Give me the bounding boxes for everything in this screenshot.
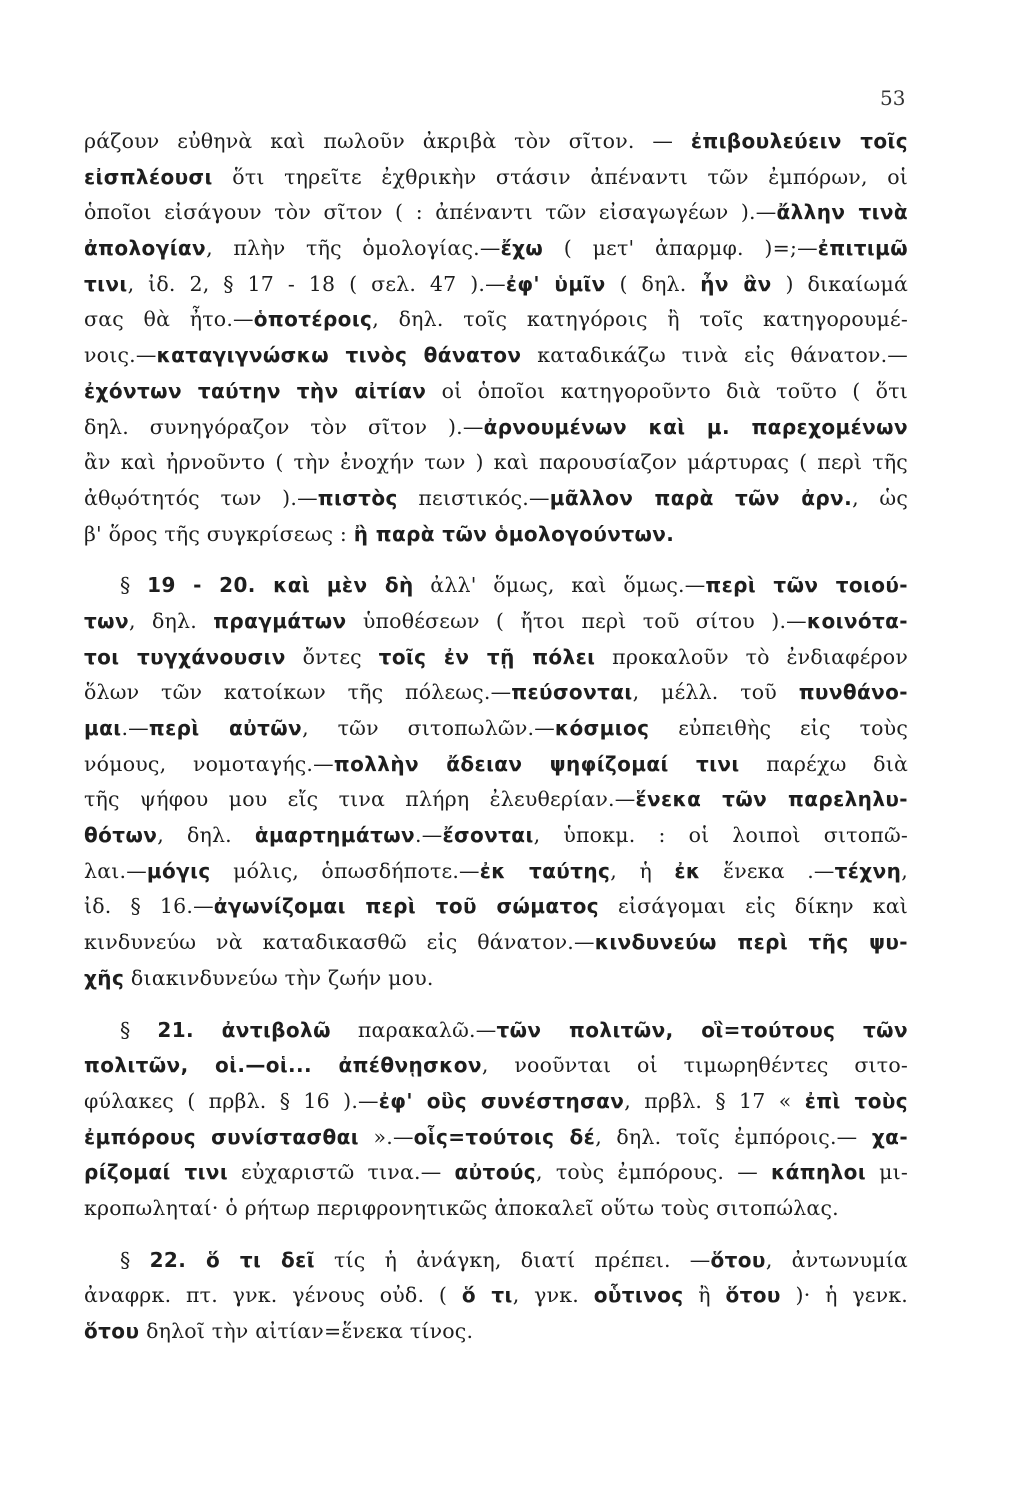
paragraph xyxy=(84,124,908,552)
plain-text: παρέχω διὰ xyxy=(739,751,908,776)
bold-term: ἐκ ταύτης xyxy=(479,858,611,883)
line-content xyxy=(84,302,908,338)
text-line xyxy=(84,374,908,410)
plain-text: ἰδ. § 16.— xyxy=(84,894,214,919)
plain-text: πειστικός.— xyxy=(397,485,550,510)
bold-term: των xyxy=(84,608,129,633)
plain-text: ἂν καὶ ἠρνοῦντο ( τὴν ἐνοχήν των ) καὶ παρουσίαζον μάρτυρας ( περὶ τῆς xyxy=(84,450,908,475)
plain-text: καταδικάζω τινὰ εἰς θάνατον.— xyxy=(521,343,908,368)
bold-term: τοῖς ἐν τῇ πόλει xyxy=(378,644,596,669)
bold-term: αὐτούς xyxy=(454,1160,537,1185)
text-line xyxy=(84,961,908,997)
line-content xyxy=(84,1048,908,1084)
line-content xyxy=(84,1314,473,1350)
text-line xyxy=(84,747,908,783)
text-line xyxy=(84,711,908,747)
line-content xyxy=(84,445,908,481)
bold-term: τῶν πολιτῶν, οἳ=τούτους τῶν xyxy=(496,1017,908,1042)
text-line xyxy=(84,195,908,231)
plain-text xyxy=(310,573,327,597)
plain-text: .— xyxy=(121,716,149,740)
plain-text: δηλ. συνηγόραζον τὸν σῖτον ).— xyxy=(84,414,484,439)
bold-term: εἰσπλέουσι xyxy=(84,164,213,189)
body-text xyxy=(84,124,908,1350)
bold-term: ἐφ' ὑμῖν xyxy=(505,271,606,296)
line-content xyxy=(84,818,908,854)
text-line xyxy=(84,1155,908,1191)
paragraph xyxy=(84,1243,908,1350)
text-line xyxy=(84,124,908,160)
line-content xyxy=(84,854,908,890)
bold-term: περὶ τῶν τοιού- xyxy=(705,573,908,598)
bold-term: τέχνη xyxy=(834,858,902,883)
bold-term: ἐπιτιμῶ xyxy=(817,236,908,261)
plain-text: μόλις, ὁπωσδήποτε.— xyxy=(210,858,480,883)
plain-text: ὑποθέσεων ( ἤτοι περὶ τοῦ σίτου ).— xyxy=(346,608,807,633)
plain-text: τίς ἡ ἀνάγκη, διατί πρέπει. — xyxy=(314,1247,711,1272)
bold-term: ὅτου xyxy=(710,1247,766,1272)
paragraph xyxy=(84,1013,908,1227)
bold-term: οἷς=τούτοις δέ xyxy=(413,1124,596,1149)
bold-term: ρίζομαί τινι xyxy=(84,1160,229,1185)
plain-text: ) δικαίωμά xyxy=(771,271,909,296)
line-content xyxy=(120,568,908,604)
bold-term: ἔσονται xyxy=(442,823,534,848)
bold-term: 22. ὅ τι δεῖ xyxy=(149,1247,315,1272)
text-line xyxy=(84,302,908,338)
text-line xyxy=(84,675,908,711)
bold-term: ἦν ἂν xyxy=(700,271,772,296)
line-content xyxy=(120,1243,908,1279)
plain-text: )· ἡ γενκ. xyxy=(780,1283,908,1308)
bold-term: θότων xyxy=(84,823,158,848)
line-content xyxy=(84,267,908,303)
text-line xyxy=(84,481,908,517)
plain-text: ὁποῖοι εἰσάγουν τὸν σῖτον ( : ἀπέναντι τῶν εἰσαγωγέων ).— xyxy=(84,200,777,225)
bold-term: χα- xyxy=(871,1124,909,1149)
plain-text: ἢ xyxy=(683,1283,726,1308)
plain-text: ὅλων τῶν κατοίκων τῆς πόλεως.— xyxy=(84,680,512,705)
line-content xyxy=(84,1084,908,1120)
paragraph xyxy=(84,568,908,996)
line-content xyxy=(84,889,908,925)
plain-text: εὐχαριστῶ τινα.— xyxy=(228,1160,455,1185)
text-line xyxy=(84,1013,908,1049)
plain-text: , γνκ. xyxy=(512,1283,594,1308)
text-line xyxy=(84,517,908,553)
plain-text: ( μετ' ἀπαρμφ. )=;— xyxy=(543,236,818,261)
bold-term: μᾶλλον παρὰ τῶν ἀρν. xyxy=(549,485,853,510)
bold-term: τοι τυγχάνουσιν xyxy=(84,644,286,669)
bold-term: ἕνεκα τῶν παρεληλυ- xyxy=(635,787,908,812)
bold-term: ἁμαρτημάτων xyxy=(254,823,416,848)
bold-term: ἐπιβουλεύειν τοῖς xyxy=(690,129,908,153)
line-content xyxy=(84,1155,908,1191)
text-line xyxy=(84,818,908,854)
plain-text: , δηλ. xyxy=(128,608,214,633)
text-line xyxy=(84,1314,908,1350)
bold-term: ἐχόντων ταύτην τὴν αἰτίαν xyxy=(84,378,427,403)
text-line xyxy=(84,1084,908,1120)
text-line xyxy=(84,1243,908,1279)
line-content xyxy=(84,1191,839,1227)
line-content xyxy=(84,517,674,553)
bold-term: ἀπολογίαν xyxy=(84,236,207,261)
bold-term: ὅτου xyxy=(725,1283,781,1308)
bold-term: ἐκ xyxy=(674,858,701,883)
line-content xyxy=(84,124,908,160)
text-line xyxy=(84,640,908,676)
plain-text: κινδυνεύω νὰ καταδικασθῶ εἰς θάνατον.— xyxy=(84,930,595,955)
bold-term: ἐμπόρους συνίστασθαι xyxy=(84,1124,359,1149)
text-line xyxy=(84,1048,908,1084)
bold-term: ἢ παρὰ τῶν ὁμολογούντων. xyxy=(353,521,675,546)
bold-term: ἐφ' οὓς συνέστησαν xyxy=(378,1088,625,1113)
bold-term: ἔχω xyxy=(500,236,544,261)
text-line xyxy=(84,889,908,925)
plain-text: νοις.— xyxy=(84,343,157,368)
text-line xyxy=(84,604,908,640)
plain-text: , ὡς xyxy=(852,485,909,510)
bold-term: καταγιγνώσκω τινὸς θάνατον xyxy=(156,343,522,368)
plain-text: § xyxy=(120,573,148,598)
bold-term: ἐπὶ τοὺς xyxy=(804,1088,908,1113)
bold-term: ὁποτέροις xyxy=(253,307,373,332)
plain-text: ὄντες xyxy=(285,644,379,669)
bold-term: μαι xyxy=(84,716,122,740)
line-content xyxy=(84,925,908,961)
plain-text: τῆς ψήφου μου εἴς τινα πλήρη ἐλευθερίαν.— xyxy=(84,787,636,812)
bold-term: κοινότα- xyxy=(806,608,908,633)
line-content xyxy=(84,195,908,231)
bold-term: πολιτῶν, οἱ.—οἱ... ἀπέθνῃσκον xyxy=(84,1053,482,1078)
plain-text: ».— xyxy=(359,1124,414,1149)
line-content xyxy=(84,604,908,640)
bold-term: ὅτου xyxy=(84,1319,140,1343)
bold-term: πυνθάνο- xyxy=(798,680,908,705)
plain-text: , τῶν σιτοπωλῶν.— xyxy=(302,716,555,740)
plain-text: , δηλ. xyxy=(157,823,255,848)
plain-text: , ἰδ. 2, § 17 - 18 ( σελ. 47 ).— xyxy=(127,271,506,296)
plain-text: , πλὴν τῆς ὁμολογίας.— xyxy=(206,236,501,261)
plain-text: ἀλλ' ὅμως, καὶ ὅμως.— xyxy=(413,573,706,598)
line-content xyxy=(120,1013,908,1049)
text-line xyxy=(84,231,908,267)
paragraph-gap xyxy=(84,997,908,1013)
plain-text: προκαλοῦν τὸ ἐνδιαφέρον xyxy=(595,644,908,669)
plain-text: , τοὺς ἐμπόρους. — xyxy=(536,1160,772,1185)
line-content xyxy=(84,374,908,410)
plain-text: § xyxy=(120,1247,150,1272)
plain-text: ἀθῳότητός των ).— xyxy=(84,485,318,510)
bold-term: κάπηλοι xyxy=(771,1160,867,1185)
plain-text: σας θὰ ἦτο.— xyxy=(84,307,254,332)
paragraph-gap xyxy=(84,1227,908,1243)
plain-text: , ἀντωνυμία xyxy=(765,1247,908,1272)
text-line xyxy=(84,445,908,481)
line-content xyxy=(84,338,908,374)
plain-text: , ὑποκμ. : οἱ λοιποὶ σιτοπῶ- xyxy=(533,823,908,848)
line-content xyxy=(84,1120,908,1156)
bold-term: ἀρνουμένων καὶ μ. παρεχομένων xyxy=(483,414,908,439)
plain-text: οἱ ὁποῖοι κατηγοροῦντο διὰ τοῦτο ( ὅτι xyxy=(426,378,908,403)
bold-term: πραγμάτων xyxy=(213,608,347,633)
plain-text: , νοοῦνται οἱ τιμωρηθέντες σιτο- xyxy=(481,1053,908,1078)
text-line xyxy=(84,160,908,196)
plain-text: ράζουν εὐθηνὰ καὶ πωλοῦν ἀκριβὰ τὸν σῖτον. — xyxy=(84,129,691,153)
line-content xyxy=(84,961,434,997)
plain-text: β' ὅρος τῆς συγκρίσεως : xyxy=(84,521,354,546)
plain-text: , δηλ. τοῖς κατηγόροις ἢ τοῖς κατηγορουμέ- xyxy=(372,307,909,332)
plain-text: , πρβλ. § 17 « xyxy=(624,1088,805,1113)
bold-term: πεύσονται xyxy=(511,680,633,705)
line-content xyxy=(84,160,908,196)
plain-text: φύλακες ( πρβλ. § 16 ).— xyxy=(84,1088,379,1113)
plain-text: ἕνεκα .— xyxy=(700,858,835,883)
text-line xyxy=(84,338,908,374)
bold-term: κόσμιος xyxy=(554,716,650,740)
line-content xyxy=(84,782,908,818)
bold-term: ἄλλην τινὰ xyxy=(776,200,909,225)
line-content xyxy=(84,1278,908,1314)
text-line xyxy=(84,925,908,961)
plain-text: κροπωληταί· ὁ ρήτωρ περιφρονητικῶς ἀποκαλεῖ οὕτω τοὺς σιτοπώλας. xyxy=(84,1195,839,1220)
text-line xyxy=(84,267,908,303)
paragraph-gap xyxy=(84,552,908,568)
line-content xyxy=(84,481,908,517)
plain-text: § xyxy=(120,1017,158,1042)
bold-term: μόγις xyxy=(146,858,211,883)
bold-term: μὲν δὴ xyxy=(326,573,414,598)
text-line xyxy=(84,782,908,818)
plain-text: , ἡ xyxy=(610,858,675,883)
bold-term: πιστὸς xyxy=(317,485,398,510)
text-line xyxy=(84,1191,908,1227)
plain-text: νόμους, νομοταγής.— xyxy=(84,751,334,776)
line-content xyxy=(84,711,908,747)
plain-text: εἰσάγομαι εἰς δίκην καὶ xyxy=(599,894,908,919)
line-content xyxy=(84,747,908,783)
text-line xyxy=(84,1278,908,1314)
plain-text: , xyxy=(901,858,908,883)
plain-text: διακινδυνεύω τὴν ζωήν μου. xyxy=(124,965,434,990)
bold-term: ὅ τι xyxy=(461,1283,513,1308)
line-content xyxy=(84,675,908,711)
plain-text: ἀναφρκ. πτ. γνκ. γένους οὐδ. ( xyxy=(84,1283,462,1308)
line-content xyxy=(84,410,908,446)
plain-text: δηλοῖ τὴν αἰτίαν=ἕνεκα τίνος. xyxy=(139,1319,474,1343)
bold-term: πολλὴν ἄδειαν ψηφίζομαί τινι xyxy=(333,751,740,776)
plain-text: λαι.— xyxy=(84,858,147,883)
bold-term: τινι xyxy=(84,271,128,296)
plain-text: παρακαλῶ.— xyxy=(330,1017,497,1042)
plain-text: ὅτι τηρεῖτε ἐχθρικὴν στάσιν ἀπέναντι τῶν ἐμπόρων, οἱ xyxy=(212,164,908,189)
line-content xyxy=(84,640,908,676)
bold-term: 21. ἀντιβολῶ xyxy=(157,1017,331,1042)
text-line xyxy=(84,1120,908,1156)
bold-term: κινδυνεύω περὶ τῆς ψυ- xyxy=(594,930,909,955)
plain-text: ( δηλ. xyxy=(605,271,701,296)
plain-text: μι- xyxy=(866,1160,908,1185)
text-line xyxy=(84,854,908,890)
plain-text: εὐπειθὴς εἰς τοὺς xyxy=(649,716,908,740)
page-number: 53 xyxy=(880,86,906,110)
bold-term: χῆς xyxy=(84,965,125,990)
plain-text: , δηλ. τοῖς ἐμπόροις.— xyxy=(595,1124,872,1149)
bold-term: ἀγωνίζομαι περὶ τοῦ σώματος xyxy=(213,894,600,919)
line-content xyxy=(84,231,908,267)
bold-term: οὗτινος xyxy=(593,1283,684,1308)
plain-text: .— xyxy=(415,823,443,848)
text-line xyxy=(84,410,908,446)
bold-term: 19 - 20. καὶ xyxy=(147,573,311,598)
text-line xyxy=(84,568,908,604)
bold-term: περὶ αὐτῶν xyxy=(148,716,303,740)
plain-text: , μέλλ. τοῦ xyxy=(632,680,799,705)
